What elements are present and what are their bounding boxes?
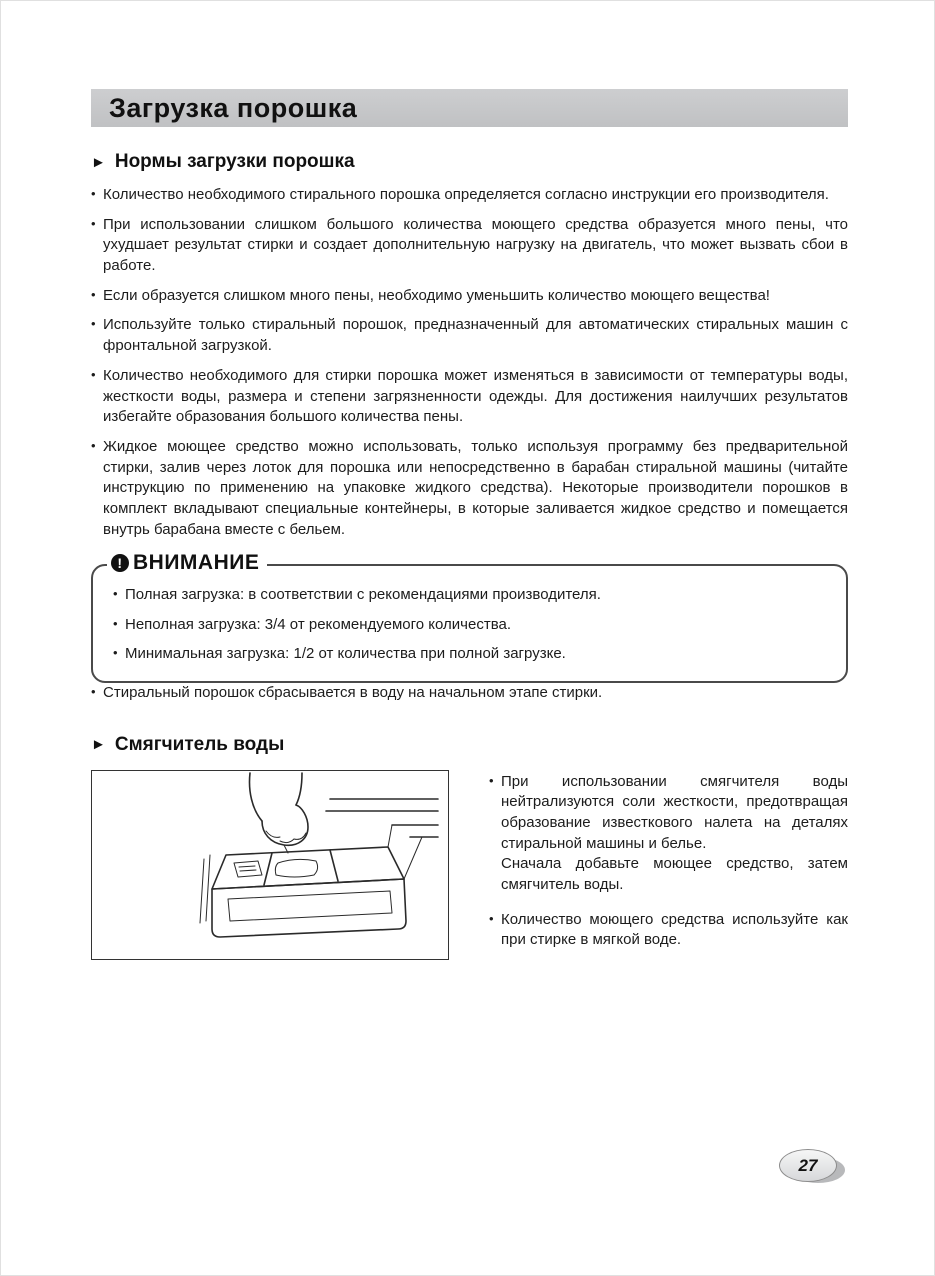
list-item: • При использовании слишком большого количества моющего средства образуется много пены, что ухудшает результат стирки и создает дополнительную нагрузку на двигатель, что может вызвать сбои в работе. bbox=[91, 215, 848, 277]
section-norms-title: Нормы загрузки порошка bbox=[114, 151, 355, 172]
list-item: • Полная загрузка: в соответствии с рекомендациями производителя. bbox=[113, 584, 826, 607]
list-item: • Количество необходимого стирального порошка определяется согласно инструкции его производителя. bbox=[91, 185, 848, 206]
list-item: • Минимальная загрузка: 1/2 от количества при полной загрузке. bbox=[113, 643, 826, 666]
softener-bullet-text: При использовании смягчителя воды нейтрализуются соли жесткости, предотвращая образование известкового налета на деталях стиральной машины и белье. bbox=[501, 772, 848, 852]
list-item: • Неполная загрузка: 3/4 от рекомендуемого количества. bbox=[113, 614, 826, 637]
list-item: • Количество необходимого для стирки порошка может изменяться в зависимости от температуры воды, жесткости воды, размера и степени загрязненности одежды. Для достижения наилучших результатов избегайте образования большого количества пены. bbox=[91, 366, 848, 428]
warning-title: ВНИМАНИЕ bbox=[133, 551, 260, 575]
norms-bullet-list bbox=[91, 185, 848, 540]
warning-icon: ! bbox=[111, 554, 129, 572]
drawer-drawing bbox=[92, 771, 448, 959]
softener-bullet-list bbox=[489, 772, 848, 952]
page-title-bar bbox=[91, 89, 848, 127]
page-number-badge bbox=[779, 1149, 845, 1185]
list-item: • Количество моющего средства используйте как при стирке в мягкой воде. bbox=[489, 910, 848, 951]
warning-items-list bbox=[113, 584, 826, 666]
section-softener-heading bbox=[91, 734, 848, 756]
detergent-drawer-illustration bbox=[91, 770, 449, 960]
list-item bbox=[489, 772, 848, 896]
arrow-icon: ► bbox=[91, 736, 106, 753]
softener-bullet-extra: Сначала добавьте моющее средство, затем смягчитель воды. bbox=[501, 855, 848, 893]
page-content bbox=[91, 89, 848, 960]
list-item: • Если образуется слишком много пены, необходимо уменьшить количество моющего вещества! bbox=[91, 286, 848, 307]
warning-box-label bbox=[107, 551, 267, 575]
softener-text-column bbox=[489, 770, 848, 961]
warning-box bbox=[91, 551, 848, 683]
list-item: • Используйте только стиральный порошок, предназначенный для автоматических стиральных машин с фронтальной загрузкой. bbox=[91, 315, 848, 356]
section-softener-title: Смягчитель воды bbox=[114, 733, 285, 755]
section-norms-heading bbox=[91, 151, 848, 173]
after-warning-note bbox=[91, 683, 848, 704]
arrow-icon: ► bbox=[91, 153, 106, 171]
list-item: • Стиральный порошок сбрасывается в воду на начальном этапе стирки. bbox=[91, 683, 848, 704]
page-number: 27 bbox=[779, 1149, 837, 1182]
section-softener bbox=[91, 734, 848, 961]
section-norms bbox=[91, 151, 848, 540]
page-title: Загрузка порошка bbox=[109, 92, 358, 123]
list-item: • Жидкое моющее средство можно использовать, только используя программу без предварительной стирки, залив через лоток для порошка или непосредственно в барабан стиральной машины (читайте инструкцию по применению на упаковке жидкого средства). Некоторые производители порошков в комплект вкладывают специальные контейнеры, в которые заливается жидкое средство и помещается внутрь барабана вместе с бельем. bbox=[91, 437, 848, 540]
softener-row bbox=[91, 770, 848, 961]
